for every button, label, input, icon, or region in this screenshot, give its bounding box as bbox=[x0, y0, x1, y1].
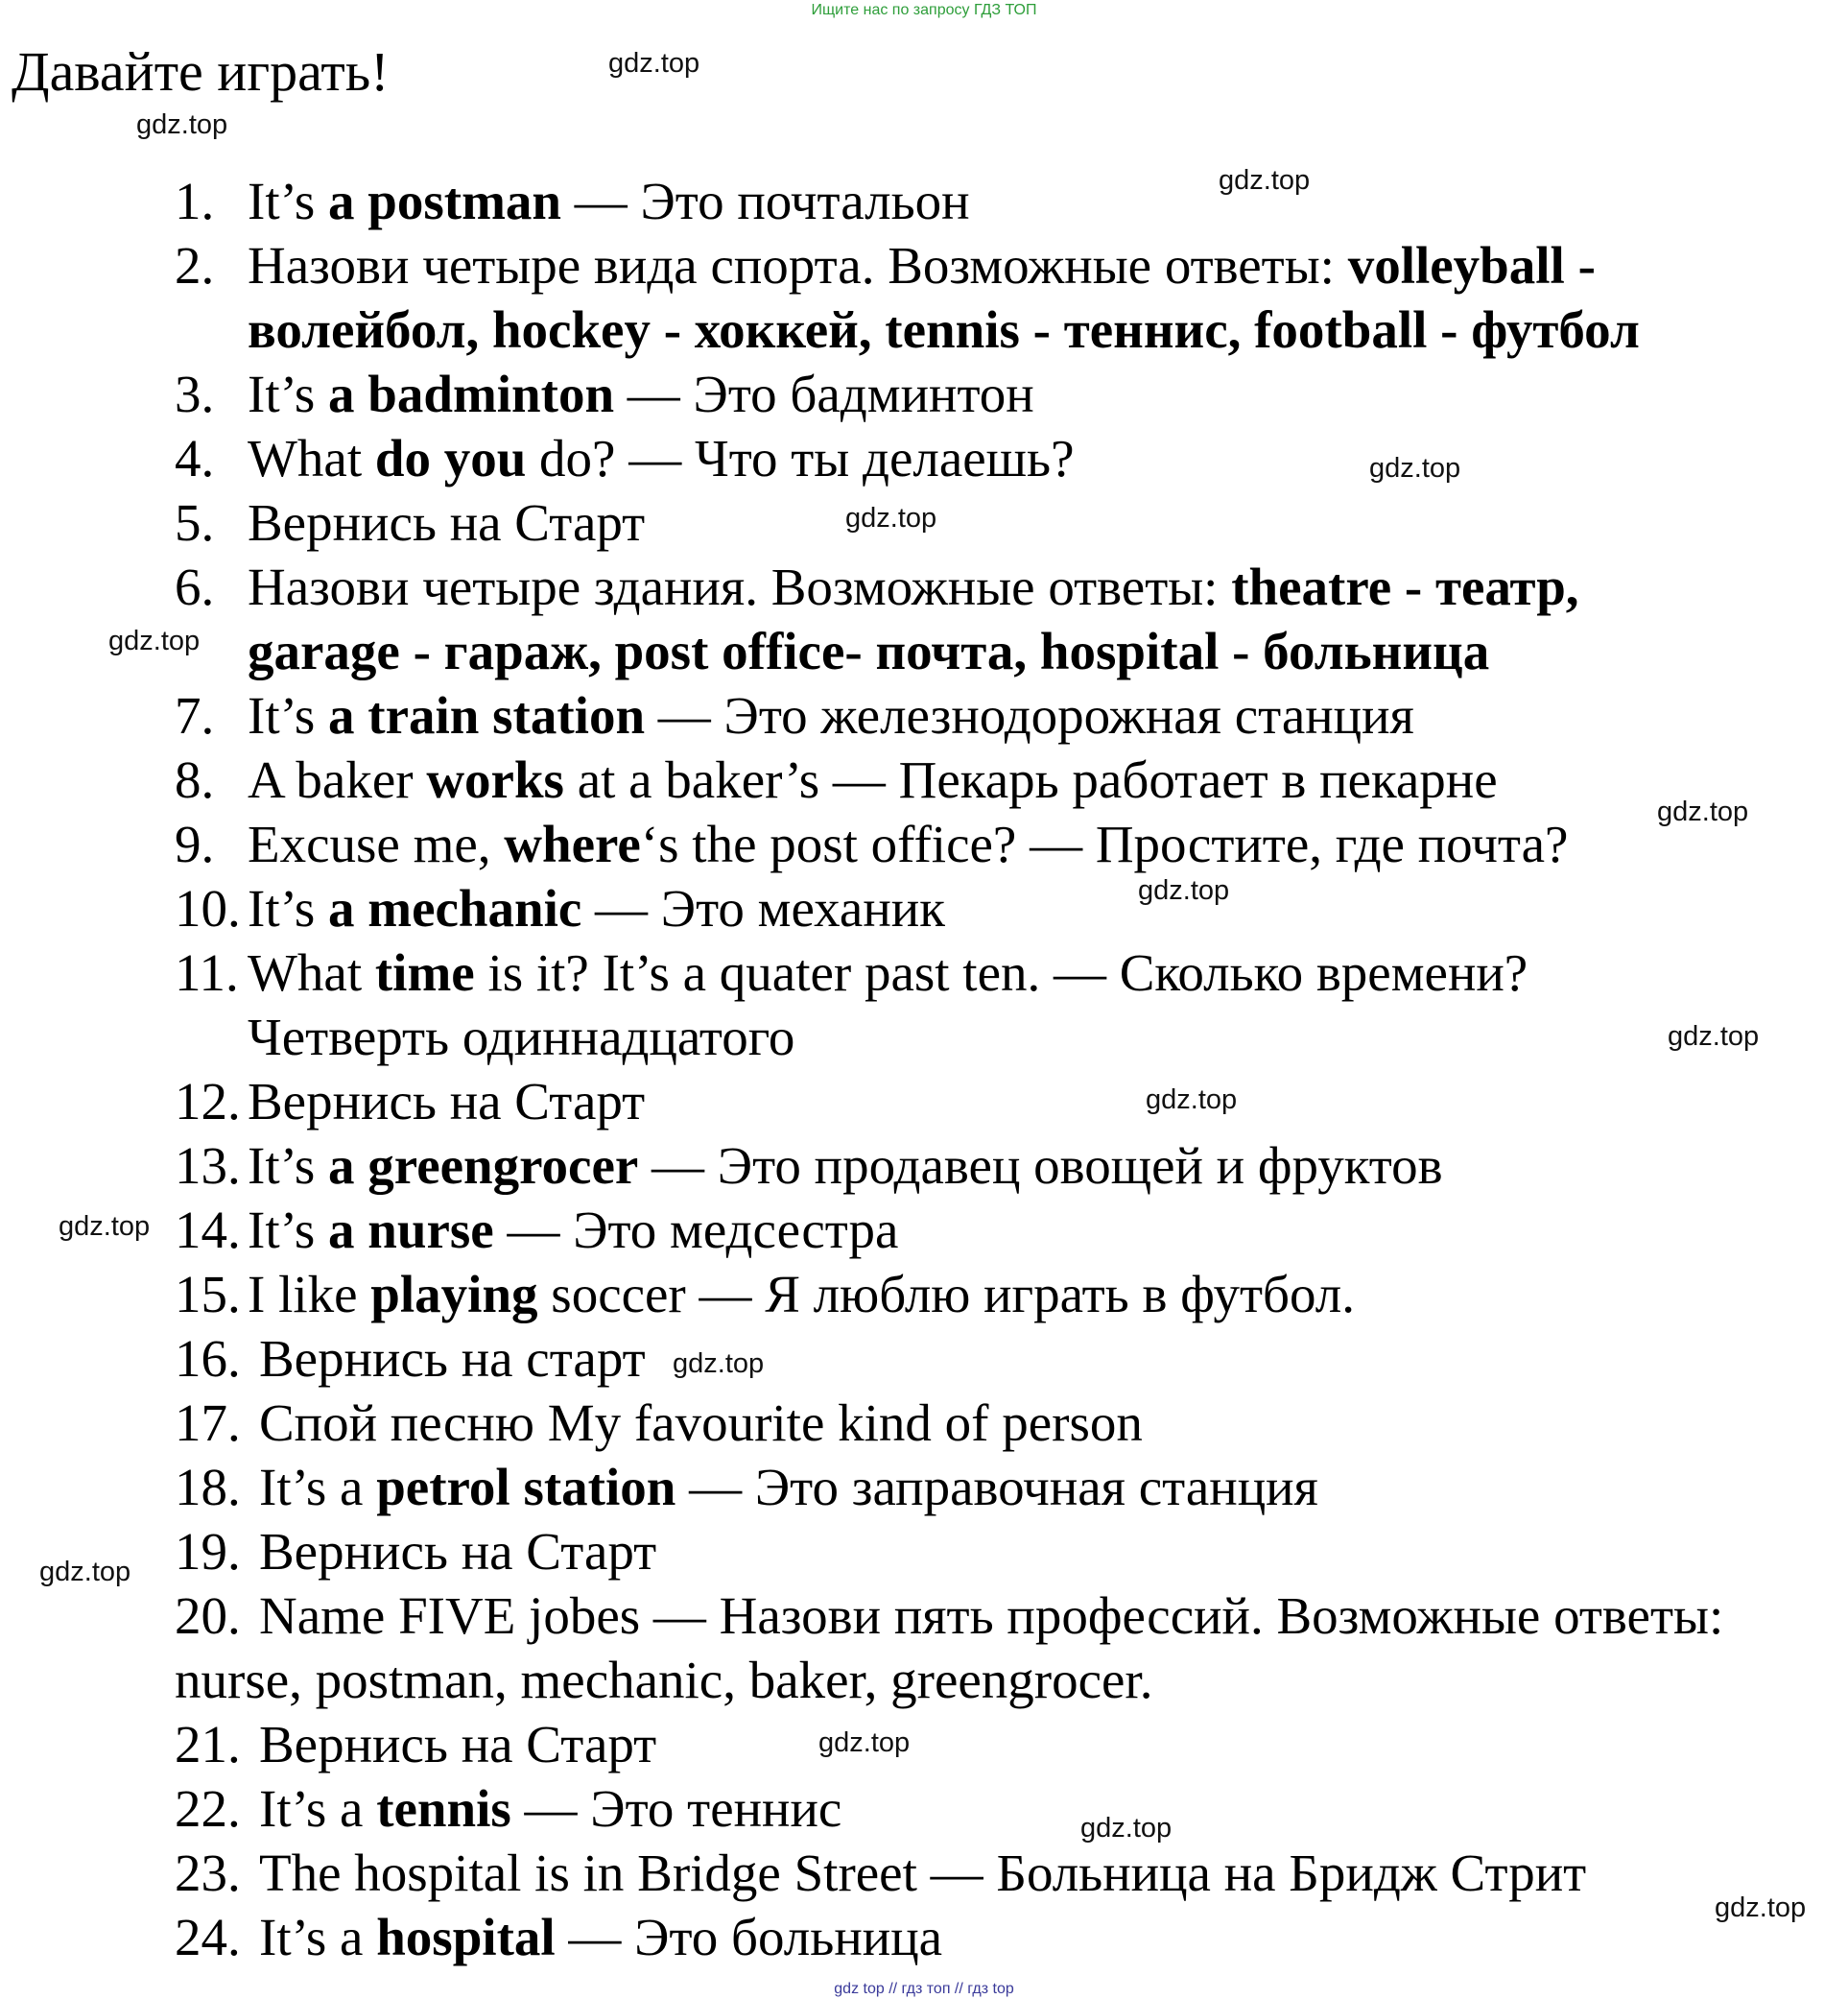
watermark: gdz.top bbox=[1657, 797, 1749, 827]
watermark: gdz.top bbox=[845, 503, 937, 534]
item-number: 1. bbox=[175, 172, 215, 230]
item-number: 23. bbox=[175, 1844, 241, 1902]
item-number: 4. bbox=[175, 429, 215, 488]
watermark: gdz.top bbox=[1715, 1892, 1807, 1923]
watermark: gdz.top bbox=[136, 109, 228, 140]
footer: gdz top // гдз топ // гдз top bbox=[834, 1981, 1014, 1997]
item-number: 15. bbox=[175, 1265, 241, 1323]
watermark: gdz.top bbox=[1080, 1813, 1173, 1844]
watermark: gdz.top bbox=[673, 1348, 765, 1379]
page-title: Давайте играть! bbox=[12, 40, 390, 103]
item-number: 12. bbox=[175, 1072, 241, 1130]
item-number: 8. bbox=[175, 750, 215, 809]
item-number: 3. bbox=[175, 365, 215, 423]
item-number: 13. bbox=[175, 1136, 241, 1195]
item-number: 17. bbox=[175, 1393, 241, 1452]
item-number: 2. bbox=[175, 236, 215, 295]
item-number: 20. bbox=[175, 1586, 241, 1645]
watermark: gdz.top bbox=[108, 626, 201, 656]
item-number: 19. bbox=[175, 1522, 241, 1581]
watermark: gdz.top bbox=[1219, 165, 1311, 196]
item-number: 9. bbox=[175, 815, 215, 873]
item-number: 11. bbox=[175, 943, 239, 1002]
watermark: gdz.top bbox=[818, 1727, 911, 1758]
item-number: 21. bbox=[175, 1715, 241, 1773]
item-number: 14. bbox=[175, 1201, 241, 1259]
watermark: gdz.top bbox=[1146, 1084, 1238, 1115]
item-number: 6. bbox=[175, 558, 215, 616]
item-number: 10. bbox=[175, 879, 241, 938]
item-number: 24. bbox=[175, 1908, 241, 1966]
item-number: 7. bbox=[175, 686, 215, 745]
watermark: gdz.top bbox=[608, 48, 700, 79]
watermark: gdz.top bbox=[1668, 1021, 1760, 1052]
watermark: gdz.top bbox=[59, 1211, 151, 1242]
item-number: 22. bbox=[175, 1779, 241, 1838]
watermark: gdz.top bbox=[39, 1557, 131, 1587]
watermark: gdz.top bbox=[1138, 875, 1230, 906]
item-number: 18. bbox=[175, 1458, 241, 1516]
item-number: 16. bbox=[175, 1329, 241, 1388]
watermark: gdz.top bbox=[1369, 453, 1461, 484]
item-number: 5. bbox=[175, 493, 215, 552]
top-banner: Ищите нас по запросу ГДЗ ТОП bbox=[811, 2, 1037, 18]
